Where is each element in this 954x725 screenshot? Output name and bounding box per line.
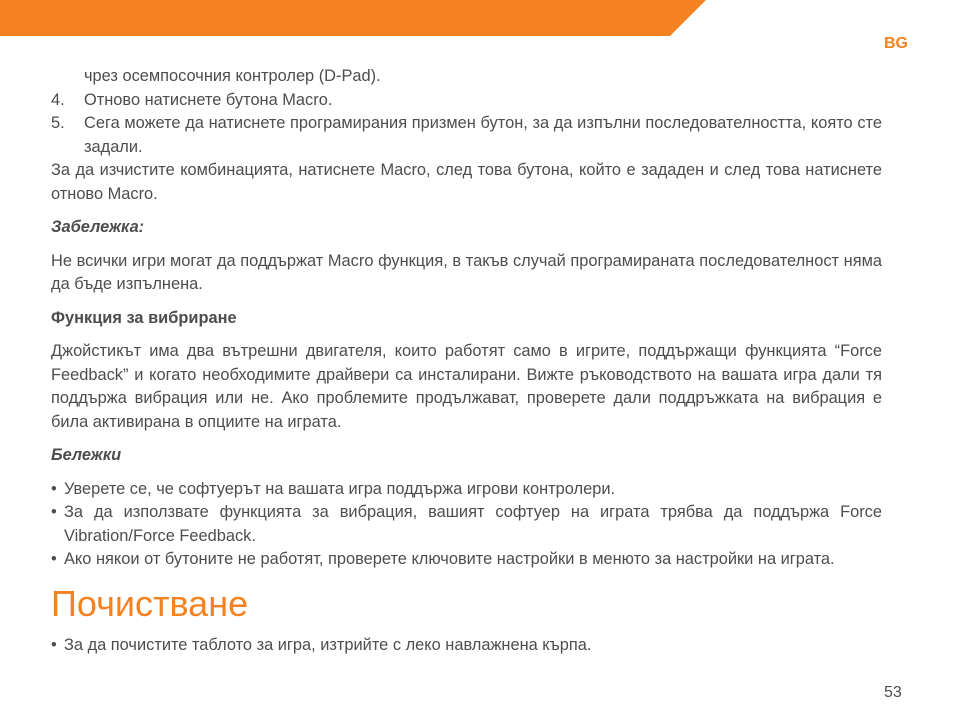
list-item-text: За да почистите таблото за игра, изтрийте с леко навлажнена кърпа. xyxy=(64,635,592,654)
list-item-text: Ако някои от бутоните не работят, проверете ключовите настройки в менюто за настройки на играта. xyxy=(64,550,835,568)
item-number: 4. xyxy=(51,90,65,109)
page-content xyxy=(51,65,882,657)
list-item-text: Уверете се, че софтуерът на вашата игра поддържа игрови контролери. xyxy=(64,479,616,498)
notes-list xyxy=(51,478,882,572)
numbered-item-5 xyxy=(51,112,882,159)
item-number: 5. xyxy=(51,114,65,132)
bullet-icon: • xyxy=(51,503,57,521)
page-number: 53 xyxy=(884,684,902,701)
bullet-icon: • xyxy=(51,550,57,568)
list-item xyxy=(51,501,882,548)
clear-macro-paragraph: За да изчистите комбинацията, натиснете Macro, след това бутона, който е зададен и след това натиснете отново Macro. xyxy=(51,161,882,203)
bullet-icon: • xyxy=(51,635,57,654)
vibration-heading: Функция за вибриране xyxy=(51,308,237,327)
list-item xyxy=(51,548,882,572)
note-paragraph: Не всички игри могат да поддържат Macro функция, в такъв случай програмираната последователност няма да бъде изпълнена. xyxy=(51,251,882,293)
notes-heading: Бележки xyxy=(51,446,122,464)
numbered-item-4 xyxy=(51,89,882,113)
list-item xyxy=(51,478,882,502)
list-continuation: чрез осемпосочния контролер (D-Pad). xyxy=(84,67,381,85)
item-text: Сега можете да натиснете програмирания призмен бутон, за да изпълни последователността, която сте задали. xyxy=(84,114,882,156)
list-item-text: За да използвате функцията за вибрация, вашият софтуер на играта трябва да поддържа Force Vibration/Force Feedback. xyxy=(64,503,882,545)
item-text: Отново натиснете бутона Macro. xyxy=(84,90,333,109)
orange-header-band xyxy=(0,0,954,36)
list-item xyxy=(51,634,882,658)
vibration-paragraph: Джойстикът има два вътрешни двигателя, които работят само в игрите, поддържащи функцията “Force Feedback” и когато необходимите драйвери са инсталирани. Вижте ръководството на вашата игра дали тя поддържа вибрация или не. Ако проблемите продължават, проверете дали поддръжката на вибрация е била активирана в опциите на играта. xyxy=(51,342,882,431)
note-heading: Забележка: xyxy=(51,218,145,236)
bullet-icon: • xyxy=(51,479,57,498)
language-code: BG xyxy=(884,35,908,52)
cleaning-list xyxy=(51,634,882,658)
cleaning-section-title: Почистване xyxy=(51,582,249,624)
